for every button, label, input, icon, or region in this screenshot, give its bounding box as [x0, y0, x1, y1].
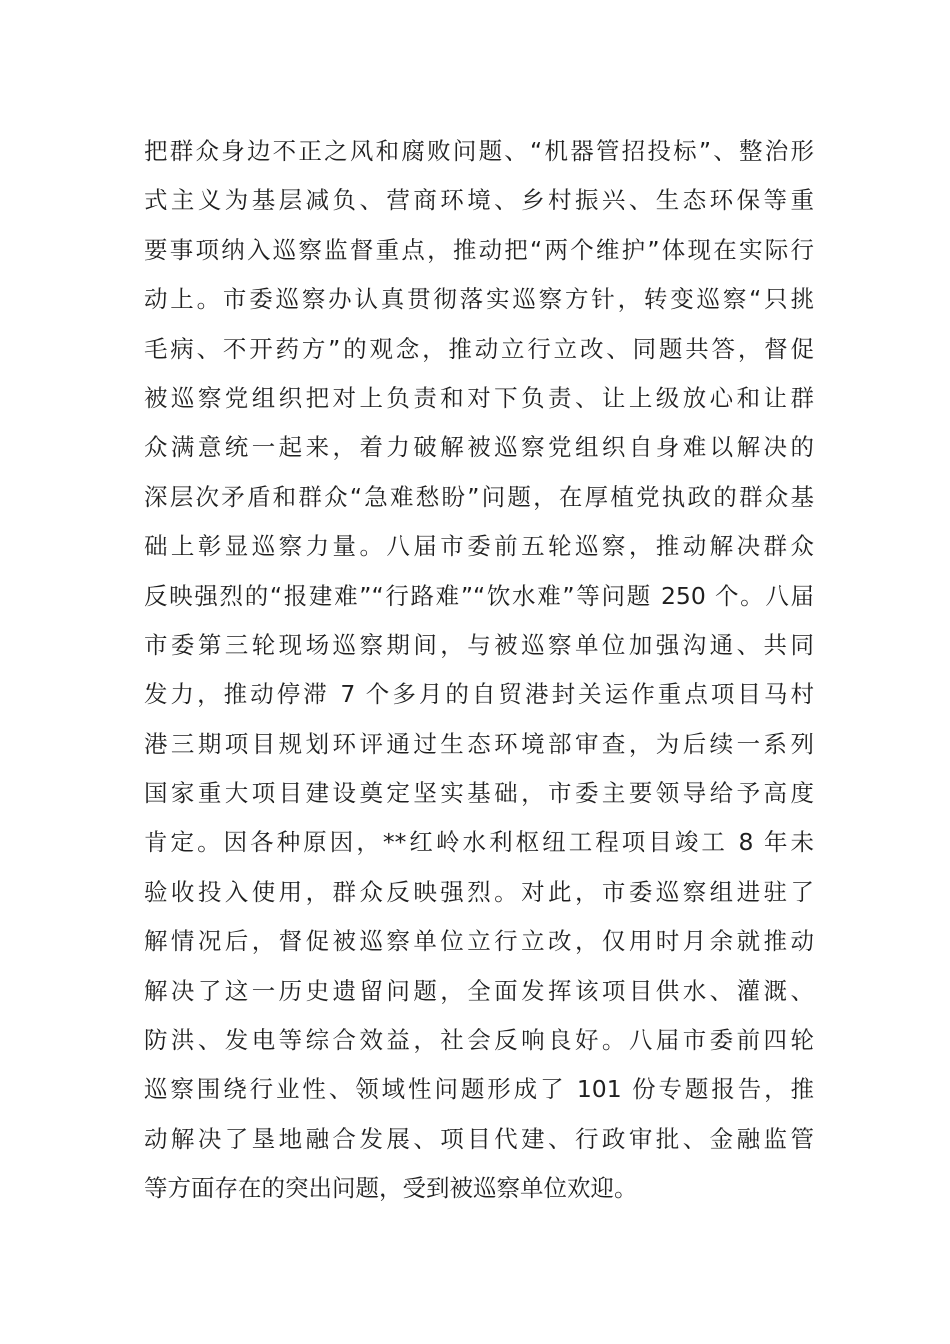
text-line: 深层次矛盾和群众“急难愁盼”问题，在厚植党执政的群众基 [144, 482, 814, 511]
text-line: 动上。市委巡察办认真贯彻落实巡察方针，转变巡察“只挑 [144, 285, 814, 314]
text-line: 要事项纳入巡察监督重点，推动把“两个维护”体现在实际行 [144, 235, 814, 264]
text-line: 巡察围绕行业性、领域性问题形成了 101 份专题报告，推 [144, 1075, 814, 1104]
text-line: 防洪、发电等综合效益，社会反响良好。八届市委前四轮 [144, 1026, 814, 1055]
text-line: 港三期项目规划环评通过生态环境部审查，为后续一系列 [144, 729, 814, 758]
text-line: 毛病、不开药方”的观念，推动立行立改、同题共答，督促 [144, 334, 814, 363]
text-line: 发力，推动停滞 7 个多月的自贸港封关运作重点项目马村 [144, 680, 814, 709]
text-line: 把群众身边不正之风和腐败问题、“机器管招投标”、整治形 [144, 137, 814, 165]
text-line: 被巡察党组织把对上负责和对下负责、让上级放心和让群 [144, 383, 814, 412]
text-line: 等方面存在的突出问题，受到被巡察单位欢迎。 [144, 1174, 638, 1203]
text-line: 解情况后，督促被巡察单位立行立改，仅用时月余就推动 [144, 927, 814, 956]
text-line: 动解决了垦地融合发展、项目代建、行政审批、金融监管 [144, 1124, 814, 1153]
text-line: 肯定。因各种原因，**红岭水利枢纽工程项目竣工 8 年未 [144, 828, 814, 857]
text-line: 市委第三轮现场巡察期间，与被巡察单位加强沟通、共同 [144, 630, 814, 659]
text-line: 式主义为基层减负、营商环境、乡村振兴、生态环保等重 [144, 186, 814, 215]
text-line: 反映强烈的“报建难”“行路难”“饮水难”等问题 250 个。八届 [144, 581, 814, 610]
text-line: 解决了这一历史遗留问题，全面发挥该项目供水、灌溉、 [144, 976, 814, 1005]
text-line: 国家重大项目建设奠定坚实基础，市委主要领导给予高度 [144, 779, 814, 808]
text-line: 验收投入使用，群众反映强烈。对此，市委巡察组进驻了 [144, 877, 814, 906]
text-line: 础上彰显巡察力量。八届市委前五轮巡察，推动解决群众 [144, 532, 814, 561]
body-paragraph [144, 127, 814, 1214]
text-line: 众满意统一起来，着力破解被巡察党组织自身难以解决的 [144, 433, 814, 462]
